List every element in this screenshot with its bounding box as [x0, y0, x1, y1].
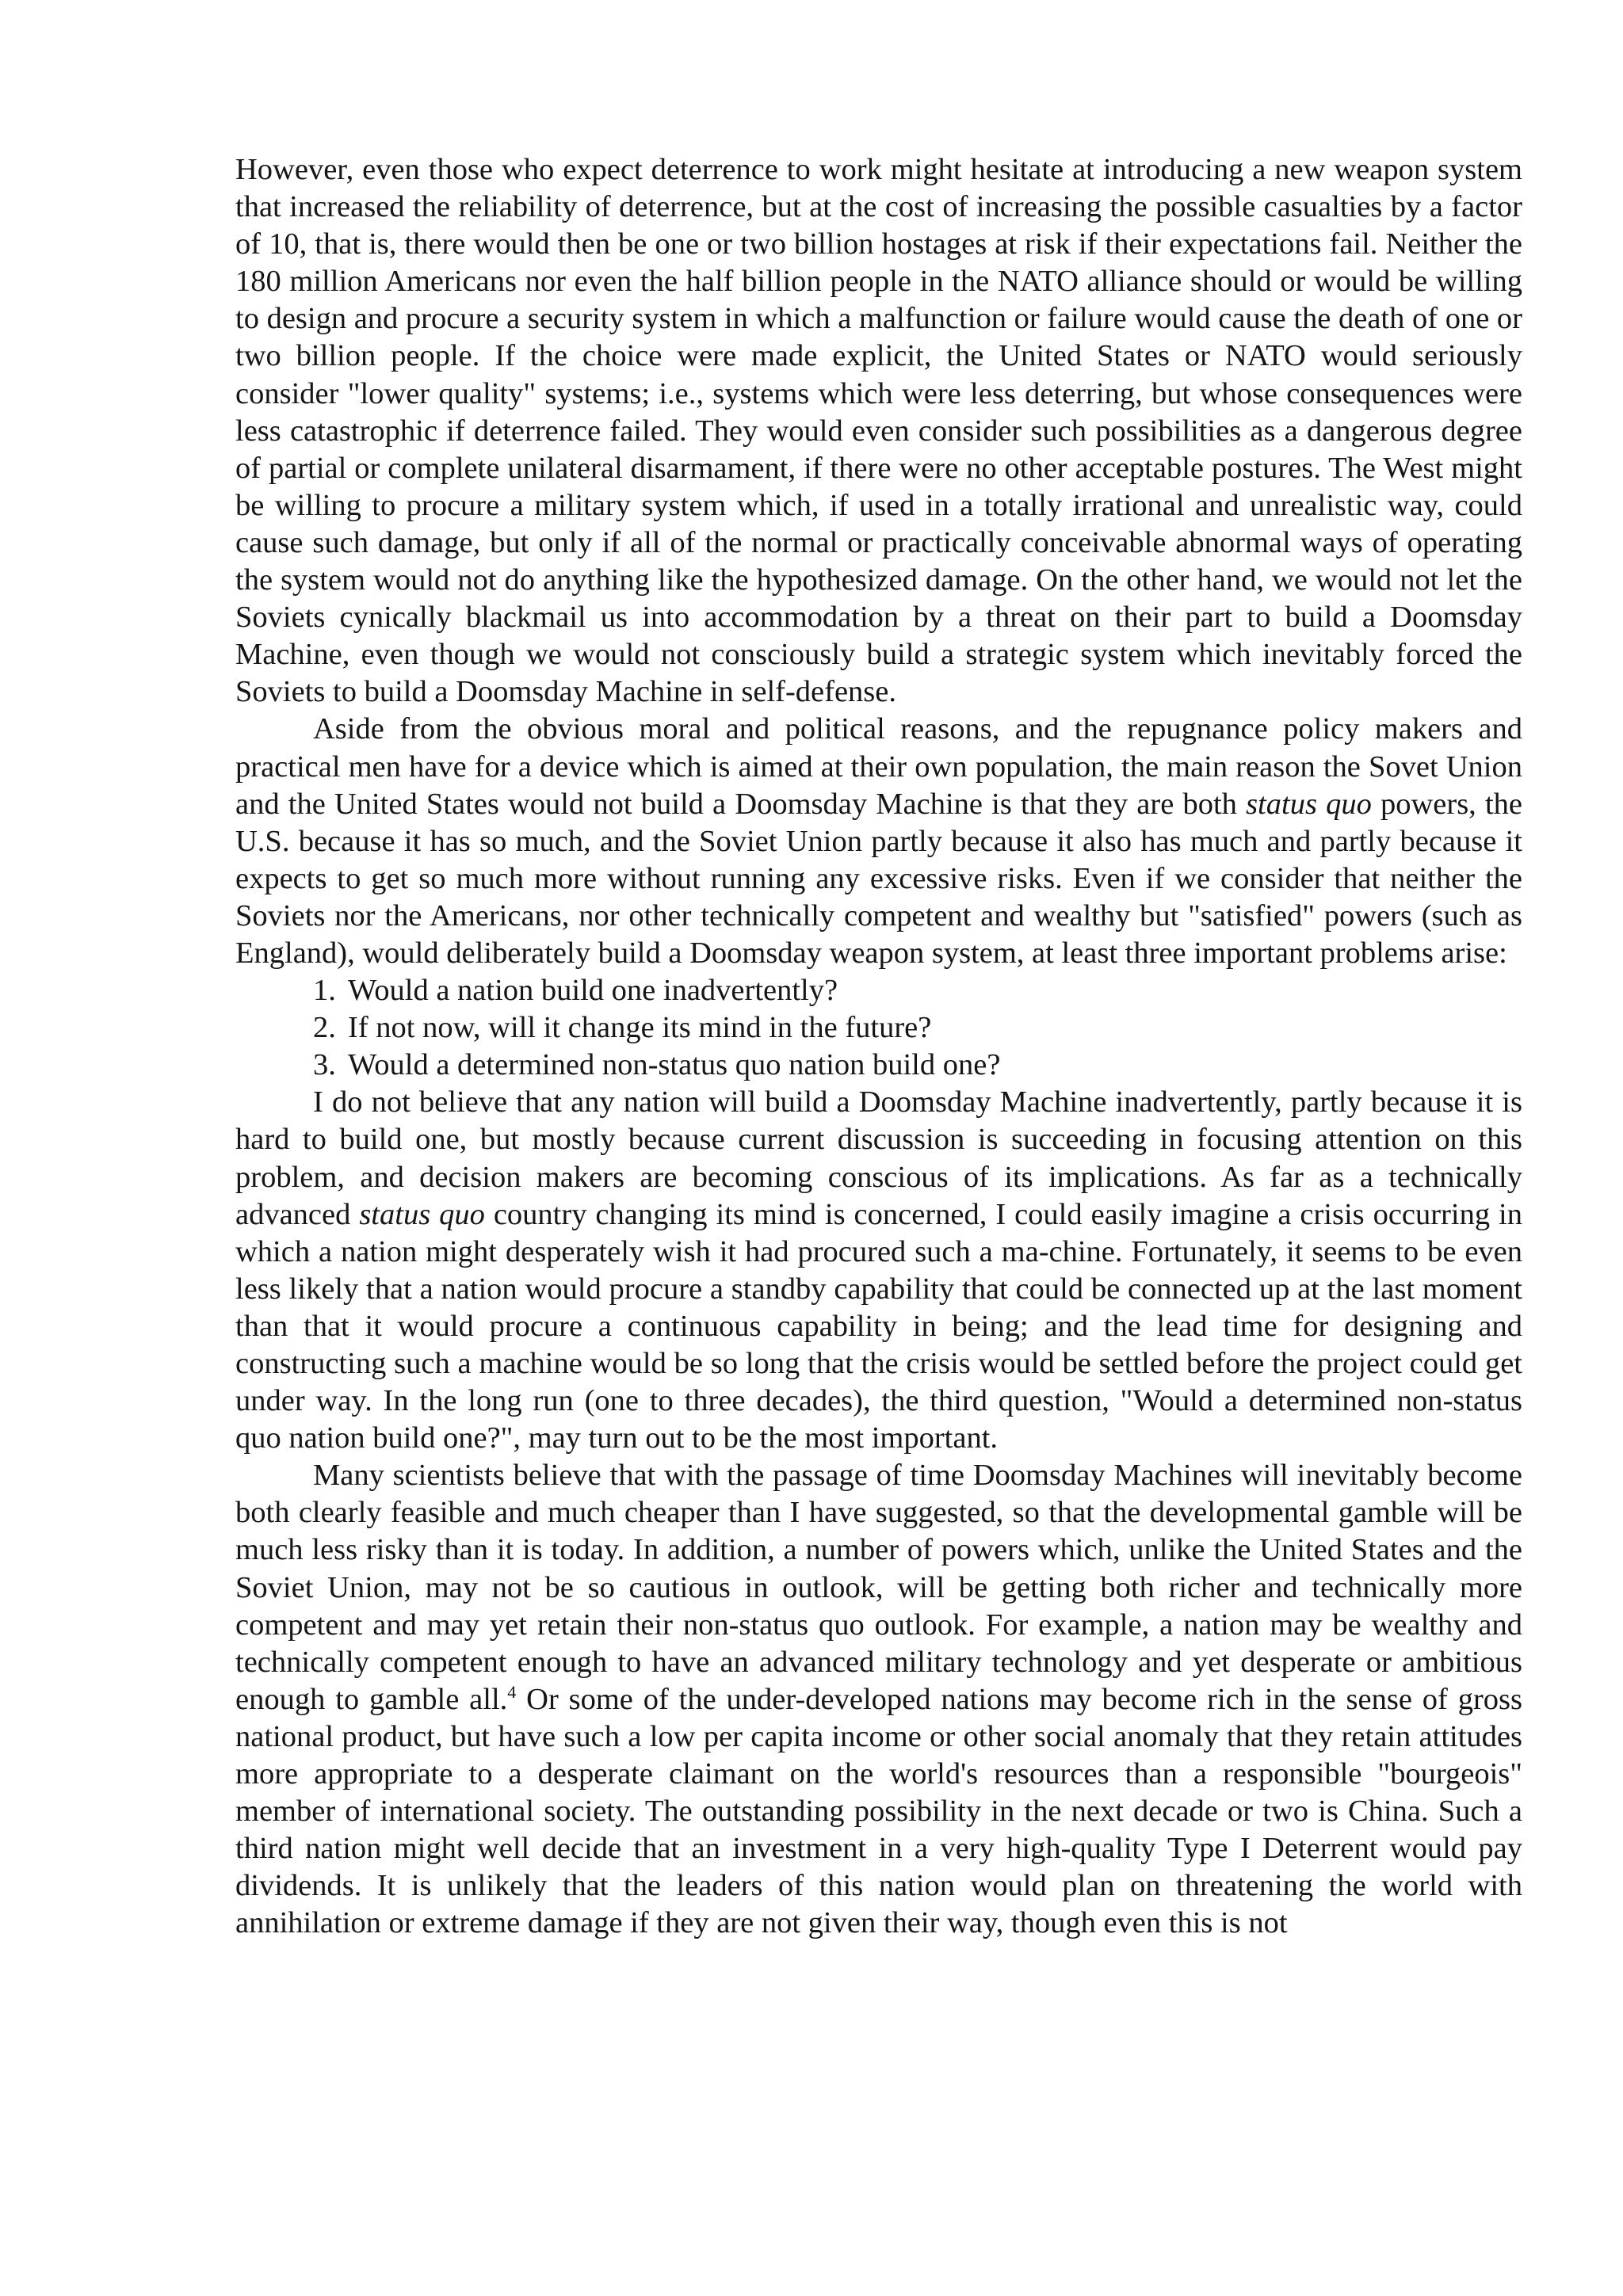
list-item-text: Would a nation build one inadvertently? — [348, 974, 838, 1008]
paragraph-p4 — [235, 1457, 1522, 1942]
list-item-number: 1. — [313, 974, 336, 1008]
paragraph-p2 — [235, 711, 1522, 972]
body-text-after-list — [235, 1084, 1522, 1942]
text-segment: I do not believe that any nation will build a Doomsday Machine inadvertently, partly because it is hard to build one, but mostly because current discussion is succeeding in focusing attention on this problem, and decision makers are becoming conscious of its implications. As far as a technically advanced — [235, 1085, 1522, 1231]
text-segment: country changing its mind is concerned, I could easily imagine a crisis occurring in which a nation might desperately wish it had procured such a ma-chine. Fortunately, it seems to be even less likely that a nation would procure a standby capability that could be connected up at the last moment than that it would procure a continuous capability in being; and the lead time for designing and constructing such a machine would be so long that the crisis would be settled before the project could get under way. In the long run (one to three decades), the third question, "Would a determined non-status quo nation build one?", may turn out to be the most important. — [235, 1197, 1523, 1455]
list-item — [313, 1047, 1522, 1084]
text-segment: Many scientists believe that with the passage of time Doomsday Machines will inevitably become both clearly feasible and much cheaper than I have suggested, so that the developmental gamble will be much less risky than it is today. In addition, a number of powers which, unlike the United States and the Soviet Union, may not be so cautious in outlook, will be getting both richer and technically more competent and may yet retain their non-status quo outlook. For example, a nation may be wealthy and technically competent enough to have an advanced military technology and yet desperate or ambitious enough to gamble all. — [235, 1459, 1522, 1716]
paragraph-p1 — [235, 151, 1522, 711]
text-segment: powers, the U.S. because it has so much, and the Soviet Union partly because it also has much and partly because it expects to get so much more without running any excessive risks. Even if we consider that neither the Soviets nor the Americans, nor other technically competent and wealthy but "satisfied" powers (such as England), would deliberately build a Doomsday weapon system, at least three important problems arise: — [235, 787, 1522, 970]
list-item — [313, 972, 1522, 1009]
text-segment: Aside from the obvious moral and political reasons, and the repugnance policy makers and practical men have for a device which is aimed at their own population, the main reason the Sovet Union and the United States would not build a Doomsday Machine is that they are both — [235, 712, 1522, 821]
paragraph-p3 — [235, 1084, 1522, 1457]
list-item — [313, 1009, 1522, 1047]
italic-term: status quo — [359, 1197, 485, 1231]
list-item-number: 2. — [313, 1011, 336, 1045]
body-text-before-list — [235, 151, 1522, 972]
list-item-number: 3. — [313, 1048, 336, 1082]
list-item-text: If not now, will it change its mind in the future? — [348, 1011, 932, 1045]
text-segment: However, even those who expect deterrence to work might hesitate at introducing a new weapon system that increased the reliability of deterrence, but at the cost of increasing the possible casualties by a factor of 10, that is, there would then be one or two billion hostages at risk if their expectations fail. Neither the 180 million Americans nor even the half billion people in the NATO alliance should or would be willing to design and procure a security system in which a malfunction or failure would cause the death of one or two billion people. If the choice were made explicit, the United States or NATO would seriously consider "lower quality" systems; i.e., systems which were less deterring, but whose consequences were less catastrophic if deterrence failed. They would even consider such possibilities as a dangerous degree of partial or complete unilateral disarmament, if there were no other acceptable postures. The West might be willing to procure a military system which, if used in a totally irrational and unrealistic way, could cause such damage, but only if all of the normal or practically conceivable abnormal ways of operating the system would not do anything like the hypothesized damage. On the other hand, we would not let the Soviets cynically blackmail us into accommodation by a threat on their part to build a Doomsday Machine, even though we would not consciously build a strategic system which inevitably forced the Soviets to build a Doomsday Machine in self-defense. — [235, 153, 1522, 709]
italic-term: status quo — [1246, 787, 1372, 821]
text-segment: Or some of the under-developed nations may become rich in the sense of gross national product, but have such a low per capita income or other social anomaly that they retain attitudes more appropriate to a desperate claimant on the world's resources than a responsible "bourgeois" member of international society. The outstanding possibility in the next decade or two is China. Such a third nation might well decide that an investment in a very high-quality Type I Deterrent would pay dividends. It is unlikely that the leaders of this nation would plan on threatening the world with annihilation or extreme damage if they are not given their way, though even this is not — [235, 1682, 1522, 1940]
footnote-marker: 4 — [507, 1682, 517, 1703]
list-item-text: Would a determined non-status quo nation build one? — [348, 1048, 1001, 1082]
document-page — [235, 151, 1522, 1943]
problem-list — [235, 972, 1522, 1084]
